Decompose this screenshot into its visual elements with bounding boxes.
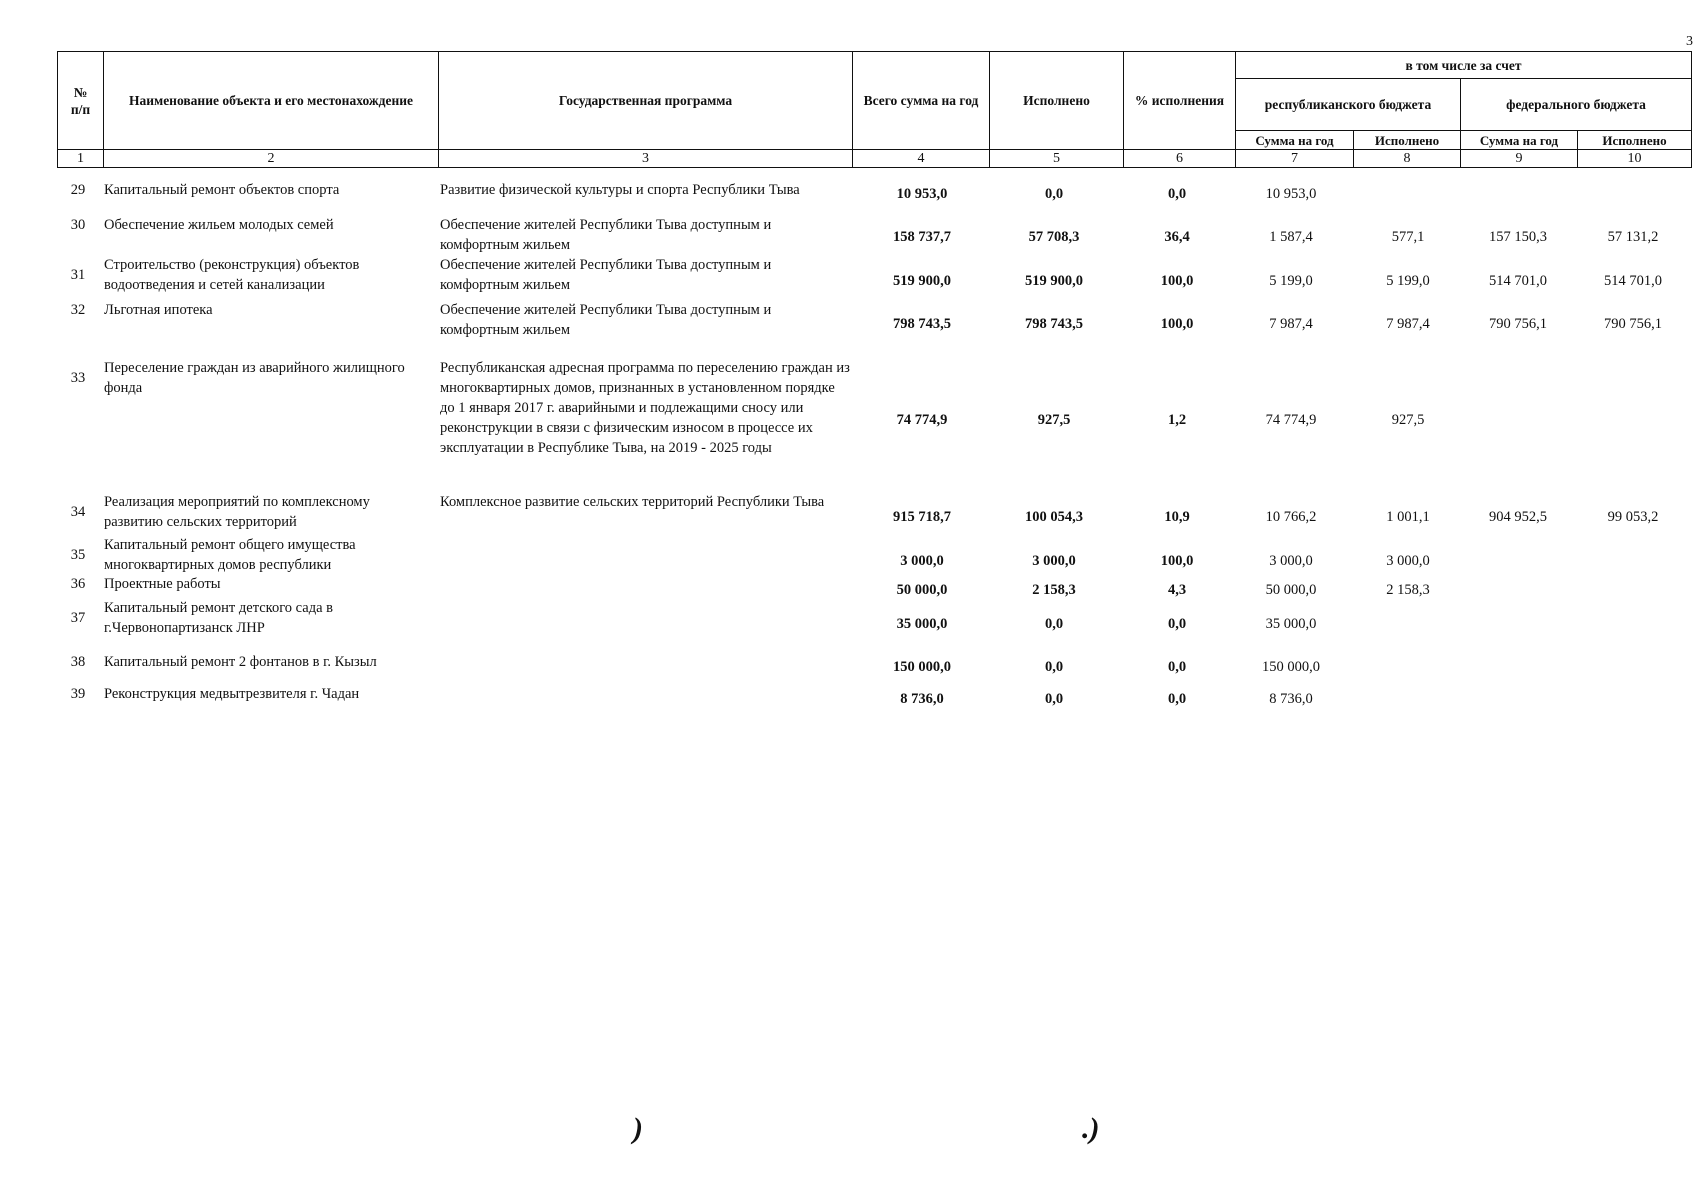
row-number: 34 [70, 504, 86, 520]
header-col-percent: % исполнения [1124, 52, 1236, 150]
header-col-num: № п/п [58, 52, 104, 150]
value-pct: 36,4 [1164, 229, 1190, 245]
row-number: 30 [70, 217, 86, 233]
value-fed-sum: 157 150,3 [1489, 229, 1547, 245]
program-name: Республиканская адресная программа по переселению граждан из многоквартирных домов, признанных в установленном порядке до 1 января 2017 г. аварийными и подлежащими сносу или реконструкции в связи с физическим износом в процессе их эксплуатации в Республике Тыва, на 2019 - 2025 годы [440, 360, 850, 456]
value-rep-done: 7 987,4 [1386, 316, 1430, 332]
header-col-total: Всего сумма на год [853, 52, 990, 150]
value-done: 3 000,0 [1032, 553, 1076, 569]
value-rep-sum: 10 953,0 [1265, 186, 1317, 202]
header-col-program: Государственная программа [439, 52, 853, 150]
program-name: Развитие физической культуры и спорта Республики Тыва [440, 182, 800, 198]
object-name: Капитальный ремонт общего имущества многоквартирных домов республики [104, 537, 356, 573]
value-done: 2 158,3 [1032, 582, 1076, 598]
program-name: Обеспечение жителей Республики Тыва доступным и комфортным жильем [440, 302, 772, 338]
value-total: 10 953,0 [896, 186, 948, 202]
value-pct: 0,0 [1167, 691, 1187, 707]
col-number: 6 [1124, 150, 1236, 168]
value-fed-done: 99 053,2 [1607, 509, 1659, 525]
program-name: Комплексное развитие сельских территорий Республики Тыва [440, 494, 825, 510]
value-done: 0,0 [1044, 691, 1064, 707]
row-number: 38 [70, 654, 86, 670]
value-total: 798 743,5 [893, 316, 951, 332]
value-pct: 100,0 [1160, 553, 1194, 569]
header-col-done: Исполнено [990, 52, 1124, 150]
value-pct: 4,3 [1167, 582, 1187, 598]
value-total: 519 900,0 [893, 273, 951, 289]
value-fed-done: 514 701,0 [1604, 273, 1662, 289]
header-rep-done: Исполнено [1354, 131, 1461, 150]
page-number: 3 [1686, 34, 1693, 49]
value-total: 3 000,0 [900, 553, 944, 569]
header-republic-budget: республиканского бюджета [1236, 79, 1461, 131]
object-name: Проектные работы [104, 576, 221, 592]
value-rep-sum: 8 736,0 [1269, 691, 1313, 707]
value-total: 8 736,0 [900, 691, 944, 707]
header-federal-budget: федерального бюджета [1461, 79, 1692, 131]
value-total: 50 000,0 [896, 582, 948, 598]
col-number: 7 [1236, 150, 1354, 168]
value-done: 0,0 [1044, 186, 1064, 202]
col-number: 9 [1461, 150, 1578, 168]
value-total: 35 000,0 [896, 616, 948, 632]
row-number: 29 [70, 182, 86, 198]
value-rep-sum: 150 000,0 [1262, 659, 1320, 675]
value-fed-sum: 904 952,5 [1489, 509, 1547, 525]
row-number: 39 [70, 686, 86, 702]
object-name: Обеспечение жильем молодых семей [104, 217, 334, 233]
value-pct: 1,2 [1167, 412, 1187, 428]
value-total: 915 718,7 [893, 509, 951, 525]
header-group-label: в том числе за счет [1236, 52, 1692, 79]
object-name: Капитальный ремонт детского сада в г.Червонопартизанск ЛНР [104, 600, 334, 636]
value-rep-done: 927,5 [1391, 412, 1425, 428]
object-name: Реконструкция медвытрезвителя г. Чадан [104, 686, 360, 702]
object-name: Льготная ипотека [104, 302, 213, 318]
value-rep-sum: 35 000,0 [1265, 616, 1317, 632]
value-pct: 0,0 [1167, 659, 1187, 675]
value-total: 74 774,9 [896, 412, 948, 428]
value-done: 57 708,3 [1028, 229, 1080, 245]
value-rep-sum: 3 000,0 [1269, 553, 1313, 569]
value-done: 0,0 [1044, 659, 1064, 675]
value-done: 519 900,0 [1025, 273, 1083, 289]
value-rep-sum: 1 587,4 [1269, 229, 1313, 245]
object-name: Капитальный ремонт объектов спорта [104, 182, 340, 198]
col-number: 2 [104, 150, 439, 168]
row-number: 37 [70, 610, 86, 626]
object-name: Капитальный ремонт 2 фонтанов в г. Кызыл [104, 654, 377, 670]
value-rep-done: 1 001,1 [1386, 509, 1430, 525]
col-number: 4 [853, 150, 990, 168]
value-rep-done: 5 199,0 [1386, 273, 1430, 289]
value-fed-done: 790 756,1 [1604, 316, 1662, 332]
value-fed-done: 57 131,2 [1607, 229, 1659, 245]
value-fed-sum: 514 701,0 [1489, 273, 1547, 289]
value-rep-done: 3 000,0 [1386, 553, 1430, 569]
program-name: Обеспечение жителей Республики Тыва доступным и комфортным жильем [440, 257, 772, 293]
value-done: 798 743,5 [1025, 316, 1083, 332]
value-pct: 0,0 [1167, 616, 1187, 632]
object-name: Строительство (реконструкция) объектов водоотведения и сетей канализации [104, 257, 360, 293]
row-number: 36 [70, 576, 86, 592]
col-number: 3 [439, 150, 853, 168]
value-done: 0,0 [1044, 616, 1064, 632]
col-number: 5 [990, 150, 1124, 168]
row-number: 33 [70, 370, 86, 386]
value-fed-sum: 790 756,1 [1489, 316, 1547, 332]
value-done: 927,5 [1037, 412, 1071, 428]
header-rep-sum: Сумма на год [1236, 131, 1354, 150]
value-rep-done: 577,1 [1391, 229, 1425, 245]
value-pct: 100,0 [1160, 316, 1194, 332]
header-fed-done: Исполнено [1578, 131, 1692, 150]
value-rep-sum: 10 766,2 [1265, 509, 1317, 525]
header-col-name: Наименование объекта и его местонахождение [104, 52, 439, 150]
row-number: 35 [70, 547, 86, 563]
object-name: Реализация мероприятий по комплексному развитию сельских территорий [104, 494, 370, 530]
col-number: 10 [1578, 150, 1692, 168]
table-header [57, 51, 1692, 168]
value-rep-sum: 50 000,0 [1265, 582, 1317, 598]
value-pct: 100,0 [1160, 273, 1194, 289]
value-total: 150 000,0 [893, 659, 951, 675]
header-fed-sum: Сумма на год [1461, 131, 1578, 150]
handwritten-mark: .) [1082, 1112, 1100, 1145]
value-pct: 0,0 [1167, 186, 1187, 202]
row-number: 32 [70, 302, 86, 318]
handwritten-mark: ) [633, 1112, 643, 1145]
col-number: 8 [1354, 150, 1461, 168]
value-done: 100 054,3 [1025, 509, 1083, 525]
col-number: 1 [58, 150, 104, 168]
value-rep-sum: 7 987,4 [1269, 316, 1313, 332]
row-number: 31 [70, 267, 86, 283]
value-total: 158 737,7 [893, 229, 951, 245]
value-rep-done: 2 158,3 [1386, 582, 1430, 598]
value-rep-sum: 74 774,9 [1265, 412, 1317, 428]
program-name: Обеспечение жителей Республики Тыва доступным и комфортным жильем [440, 217, 772, 253]
value-rep-sum: 5 199,0 [1269, 273, 1313, 289]
object-name: Переселение граждан из аварийного жилищного фонда [104, 360, 405, 396]
value-pct: 10,9 [1164, 509, 1190, 525]
